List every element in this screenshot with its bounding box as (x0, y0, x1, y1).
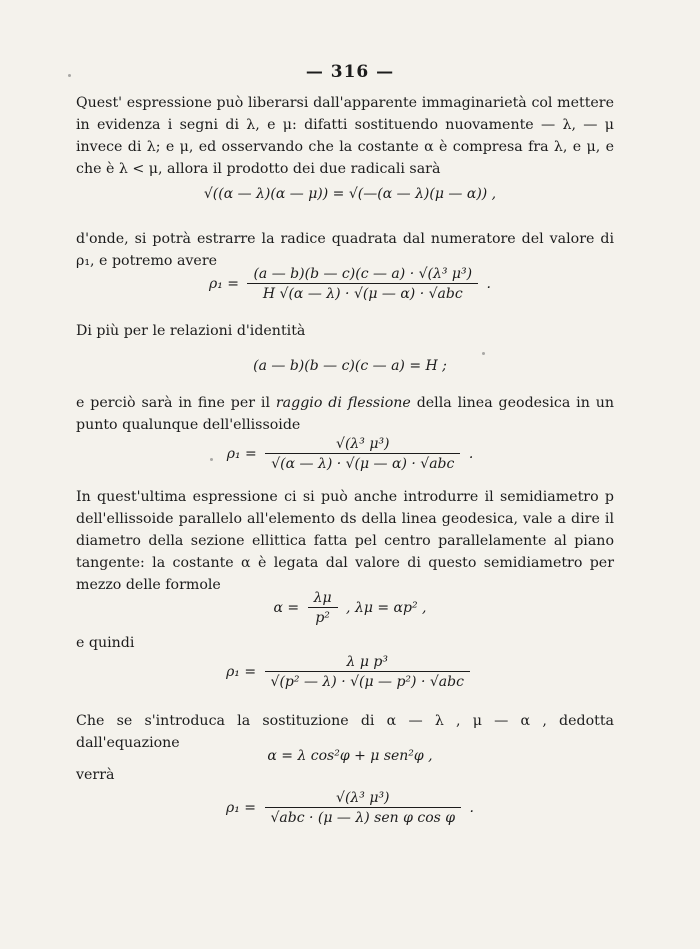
equation-6-lhs: ρ₁ = (226, 664, 257, 680)
paragraph-3: Di più per le relazioni d'identità (76, 323, 306, 339)
paragraph-1: Quest' espressione può liberarsi dall'apparente immaginarietà col mettere in evidenza i segni di λ, e μ: difatti sostituendo nuovamente — λ, — μ invece di λ; e μ, ed osservando che la costante α è compresa fra λ, e μ, e che è λ < μ, allora il prodotto dei due radicali sarà (76, 95, 614, 177)
equation-5-tail: , λμ = αp² , (346, 600, 427, 616)
equation-5-fraction (308, 590, 338, 626)
equation-8 (0, 790, 700, 826)
paragraph-4-end: della linea geodesica in un punto qualunque dell'ellissoide (76, 395, 614, 433)
equation-7: α = λ cos²φ + μ sen²φ , (267, 748, 433, 764)
equation-8-fraction (265, 790, 462, 826)
paragraph-6: e quindi (76, 635, 135, 651)
paragraph-4-italic: raggio di flessione (275, 395, 411, 411)
equation-4-numerator: √(λ³ μ³) (265, 436, 460, 454)
page-number: — 316 — (305, 62, 395, 82)
equation-1: √((α — λ)(α — μ)) = √(—(α — λ)(μ — α)) , (203, 186, 497, 202)
equation-2 (0, 266, 700, 302)
paragraph-8: verrà (76, 767, 115, 783)
equation-8-denominator: √abc · (μ — λ) sen φ cos φ (270, 810, 456, 826)
equation-5-lhs: α = (273, 600, 300, 616)
equation-5-numerator: λμ (308, 590, 338, 608)
equation-3: (a — b)(b — c)(c — a) = H ; (253, 358, 447, 374)
paragraph-7: Che se s'introduca la sostituzione di α — λ , μ — α , dedotta dall'equazione (76, 713, 614, 751)
equation-2-numerator: (a — b)(b — c)(c — a) · √(λ³ μ³) (247, 266, 478, 284)
equation-4-denominator: √(α — λ) · √(μ — α) · √abc (271, 456, 455, 472)
equation-6-fraction (265, 654, 470, 690)
equation-8-lhs: ρ₁ = (226, 800, 257, 816)
equation-5-denominator: p² (315, 610, 330, 626)
scan-speck (482, 352, 485, 355)
equation-4-fraction (265, 436, 460, 472)
equation-5 (0, 590, 700, 626)
equation-4 (0, 436, 700, 472)
equation-6 (0, 654, 700, 690)
equation-6-numerator: λ μ p³ (265, 654, 470, 672)
paragraph-2: d'onde, si potrà estrarre la radice quadrata dal numeratore del valore di ρ₁, e potremo avere (76, 231, 614, 269)
equation-8-tail: . (469, 800, 474, 816)
equation-8-numerator: √(λ³ μ³) (265, 790, 462, 808)
paragraph-5: In quest'ultima espressione ci si può anche introdurre il semidiametro p dell'ellissoide parallelo all'elemento ds della linea geodesica, vale a dire il diametro della sezione ellittica fatta pel centro parallelamente al piano tangente: la costante α è legata dal valore di questo semidiametro per mezzo delle formole (76, 489, 614, 593)
equation-6-denominator: √(p² — λ) · √(μ — p²) · √abc (270, 674, 464, 690)
scan-speck (68, 74, 71, 77)
paragraph-4-start: e perciò sarà in fine per il (76, 395, 276, 411)
paragraph-4 (76, 392, 614, 436)
equation-2-denominator: H √(α — λ) · √(μ — α) · √abc (262, 286, 463, 302)
equation-2-tail: . (486, 276, 491, 292)
equation-4-tail: . (468, 446, 474, 462)
equation-4-lhs: ρ₁ = (226, 446, 257, 462)
equation-2-fraction (247, 266, 478, 302)
equation-2-lhs: ρ₁ = (208, 276, 240, 292)
scan-speck (210, 458, 213, 461)
